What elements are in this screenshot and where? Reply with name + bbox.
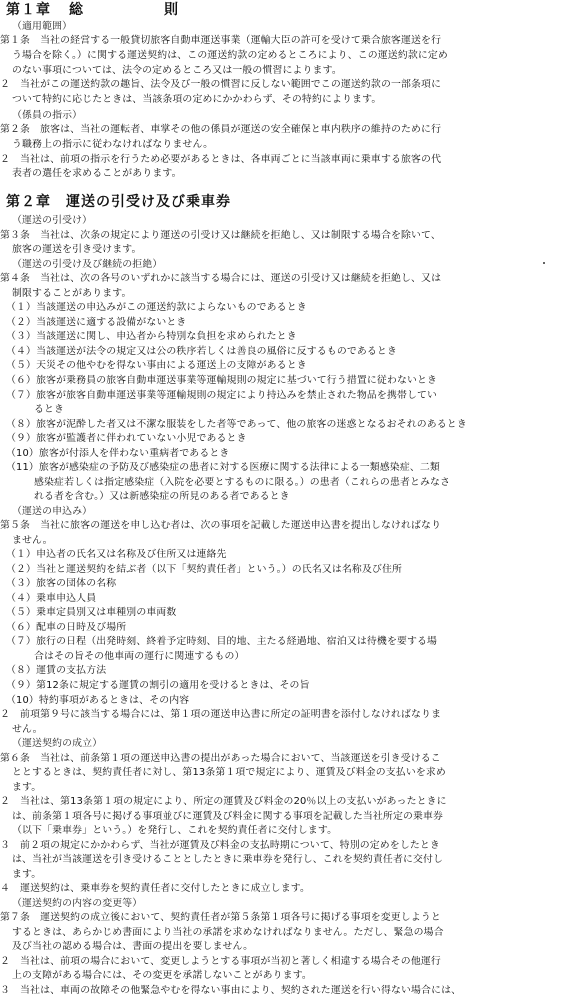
article-4-item-10: （10）旅客が付添人を伴わない重病者であるとき [6, 447, 230, 459]
article-5-item-4: （４）乗車申込人員 [6, 592, 97, 604]
article-7-para-3-line-1: ３ 当社は、車両の故障その他緊急やむを得ない事由により、契約された運送を行い得ない場合には、 [0, 985, 462, 996]
caption-contract-formation: （運送契約の成立） [12, 738, 103, 750]
article-5-para-2-line-2: せん。 [12, 723, 43, 735]
caption-acceptance: （運送の引受け） [12, 215, 93, 227]
article-5-item-6: （６）配車の日時及び場所 [6, 621, 127, 633]
article-6-line-1: 第６条 当社は、前条第１項の運送申込書の提出があった場合において、当該運送を引き受けるこ [0, 752, 441, 764]
article-5-item-7-line-2: 合はその旨その他車両の運行に関連するもの） [34, 650, 245, 662]
article-5-item-2: （２）当社と運送契約を結ぶ者（以下「契約責任者」という。）の氏名又は名称及び住所 [6, 563, 403, 575]
article-2-para-2-line-1: ２ 当社は、前項の指示を行うため必要があるときは、各車両ごとに当該車両に乗車する旅客の代 [0, 153, 442, 165]
article-1-para-2-line-2: ついて特約に応じたときは、当該条項の定めにかかわらず、その特約によります。 [12, 93, 382, 105]
article-6-para-3-line-3: ます。 [12, 868, 42, 880]
article-5-item-8: （８）運賃の支払方法 [6, 665, 107, 677]
article-5-line-2: ません。 [12, 534, 53, 546]
article-5-item-7-line-1: （７）旅行の日程（出発時刻、終着予定時刻、目的地、主たる経過地、宿泊又は待機を要する場 [6, 636, 438, 648]
article-1-line-1: 第１条 当社の経営する一般貸切旅客自動車運送事業（運輸大臣の許可を受けて乗合旅客運送を行 [0, 35, 442, 47]
chapter-1-heading [6, 0, 578, 20]
article-6-line-3: ます。 [12, 781, 42, 793]
article-7-para-2-line-2: 上の支障がある場合には、その変更を承諾しないことがあります。 [12, 970, 312, 982]
article-6-para-2-line-2: は、前条第１項各号に掲げる事項並びに運賃及び料金に関する事項を記載した当社所定の乗車券 [12, 810, 444, 822]
article-1-line-3: のない事項については、法令の定めるところ又は一般の慣習によります。 [12, 64, 342, 76]
article-2-line-1: 第２条 旅客は、当社の運転者、車掌その他の係員が運送の安全確保と車内秩序の維持のために行 [0, 124, 442, 136]
article-5-line-1: 第５条 当社に旅客の運送を申し込む者は、次の事項を記載した運送申込書を提出しなければなり [0, 520, 442, 532]
article-1-line-2: う場合を除く。）に関する運送契約は、この運送約款の定めるところにより、この運送約款に定め [12, 50, 448, 62]
chapter-1-word-2: 則 [164, 2, 179, 18]
article-7-line-1: 第７条 運送契約の成立後において、契約責任者が第５条第１項各号に掲げる事項を変更しようと [0, 912, 441, 924]
article-6-para-2-line-1: ２ 当社は、第13条第１項の規定により、所定の運賃及び料金の20％以上の支払いがあったときに [0, 796, 447, 808]
article-2-para-2-line-2: 表者の選任を求めることがあります。 [12, 168, 182, 180]
article-4-item-11-line-2: 感染症若しくは指定感染症（入院を必要とするものに限る。）の患者（これらの患者とみなさ [34, 476, 451, 488]
caption-application: （運送の申込み） [12, 505, 93, 517]
article-4-item-7-line-2: るとき [34, 404, 65, 416]
article-1-para-2-line-1: ２ 当社がこの運送約款の趣旨、法令及び一般の慣習に反しない範囲でこの運送約款の一部条項に [0, 79, 442, 91]
scan-speck [543, 262, 545, 264]
article-4-item-6: （６）旅客が乗務員の旅客自動車運送事業等運輸規則の規定に基づいて行う措置に従わないとき [6, 374, 438, 386]
article-4-item-3: （３）当該運送に関し、申込者から特別な負担を求められたとき [6, 331, 297, 343]
article-4-item-11-line-1: （11）旅客が感染症の予防及び感染症の患者に対する医療に関する法律による一類感染症、二類 [6, 462, 440, 474]
article-4-item-5: （５）天災その他やむを得ない事由による運送上の支障があるとき [6, 360, 307, 372]
article-4-item-2: （２）当該運送に適する設備がないとき [6, 316, 187, 328]
article-2-line-2: う職務上の指示に従わなければなりません。 [12, 138, 214, 150]
caption-staff-instructions: （係員の指示） [12, 109, 83, 121]
article-4-line-2: 制限することがあります。 [12, 287, 132, 299]
chapter-2-heading: 第２章 運送の引受け及び乗車券 [6, 194, 231, 211]
article-6-para-2-line-3: （以下「乗車券」という。）を発行し、これを契約責任者に交付します。 [12, 825, 338, 837]
chapter-1-label: 第１章 [6, 2, 51, 18]
article-3-line-1: 第３条 当社は、次条の規定により運送の引受け又は継続を拒絶し、又は制限する場合を除いて、 [0, 229, 441, 241]
article-6-para-4: ４ 運送契約は、乗車券を契約責任者に交付したときに成立します。 [0, 883, 310, 895]
article-4-item-4: （４）当該運送が法令の規定又は公の秩序若しくは善良の風俗に反するものであるとき [6, 345, 397, 357]
article-4-item-9: （９）旅客が監護者に伴われていない小児であるとき [6, 433, 247, 445]
article-7-para-2-line-1: ２ 当社は、前項の場合において、変更しようとする事項が当初と著しく相違する場合その他運行 [0, 955, 441, 967]
article-6-para-3-line-2: は、当社が当該運送を引き受けることとしたときに乗車券を発行し、これを契約責任者に交付し [12, 854, 444, 866]
article-3-line-2: 旅客の運送を引き受けます。 [12, 244, 142, 256]
article-5-item-3: （３）旅客の団体の名称 [6, 578, 117, 590]
article-5-item-9: （９）第12条に規定する運賃の割引の適用を受けるときは、その旨 [6, 679, 310, 691]
article-4-item-1: （１）当該運送の申込みがこの運送約款によらないものであるとき [6, 302, 307, 314]
article-5-item-1: （１）申込者の氏名又は名称及び住所又は連絡先 [6, 549, 227, 561]
chapter-1-word-1: 総 [69, 2, 84, 18]
article-5-item-5: （５）乗車定員別又は車種別の車両数 [6, 607, 177, 619]
caption-contract-change: （運送契約の内容の変更等） [12, 897, 143, 909]
article-4-item-8: （８）旅客が泥酔した者又は不潔な服装をした者等であって、他の旅客の迷惑となるおそれのあるとき [6, 418, 467, 430]
article-7-line-3: 及び当社の認める場合は、書面の提出を要しません。 [12, 941, 254, 953]
caption-scope: （適用範囲） [12, 20, 73, 32]
article-4-item-7-line-1: （７）旅客が旅客自動車運送事業等運輸規則の規定により持込みを禁止された物品を携帯してい [6, 389, 438, 401]
article-4-line-1: 第４条 当社は、次の各号のいずれかに該当する場合には、運送の引受け又は継続を拒絶し、又は [0, 273, 442, 285]
article-5-item-10: （10）特約事項があるときは、その内容 [6, 694, 190, 706]
article-5-para-2-line-1: ２ 前項第９号に該当する場合には、第１項の運送申込書に所定の証明書を添付しなければなりま [0, 709, 442, 721]
article-6-line-2: ととするときは、契約責任者に対し、第13条第１項で規定により、運賃及び料金の支払いを求め [12, 767, 446, 779]
article-7-line-2: するときは、あらかじめ書面により当社の承諾を求めなければなりません。ただし、緊急の場合 [12, 926, 444, 938]
article-4-item-11-line-3: れる者を含む。）又は新感染症の所見のある者であるとき [34, 491, 290, 503]
article-6-para-3-line-1: ３ 前２項の規定にかかわらず、当社が運賃及び料金の支払時期について、特別の定めをしたとき [0, 839, 440, 851]
caption-refusal: （運送の引受け及び継続の拒絶） [12, 258, 163, 270]
